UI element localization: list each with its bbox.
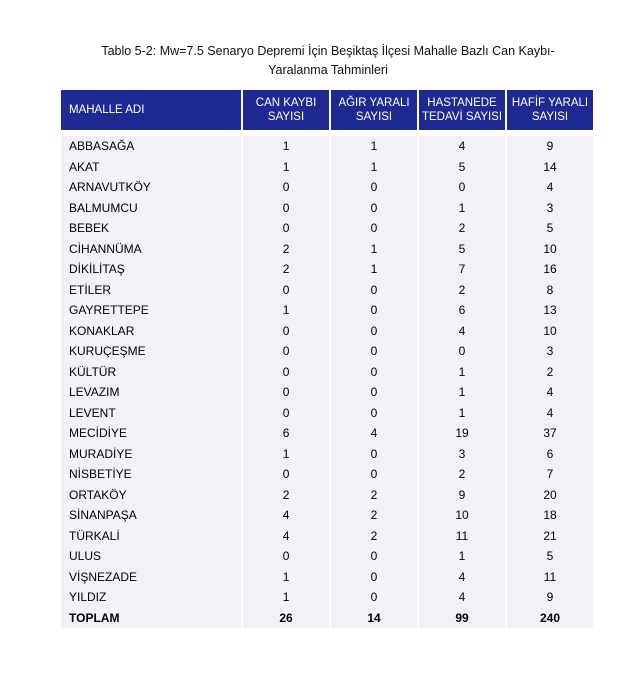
cell-hospital: 7 bbox=[419, 259, 505, 280]
header-hospital-treatment: HASTANEDE TEDAVİ SAYISI bbox=[419, 90, 505, 130]
cell-hospital: 4 bbox=[419, 587, 505, 608]
cell-name: ABBASAĞA bbox=[61, 136, 241, 157]
cell-severe: 1 bbox=[331, 239, 417, 260]
cell-hospital: 19 bbox=[419, 423, 505, 444]
cell-name: TÜRKALİ bbox=[61, 526, 241, 547]
cell-light: 2 bbox=[507, 362, 593, 383]
cell-severe: 0 bbox=[331, 567, 417, 588]
cell-hospital: 2 bbox=[419, 464, 505, 485]
cell-light: 7 bbox=[507, 464, 593, 485]
cell-severe: 0 bbox=[331, 444, 417, 465]
cell-death: 4 bbox=[243, 505, 329, 526]
cell-severe: 1 bbox=[331, 157, 417, 178]
cell-name: ETİLER bbox=[61, 280, 241, 301]
cell-light: 6 bbox=[507, 444, 593, 465]
cell-light: 10 bbox=[507, 239, 593, 260]
cell-name: BALMUMCU bbox=[61, 198, 241, 219]
cell-death: 6 bbox=[243, 423, 329, 444]
cell-light: 4 bbox=[507, 177, 593, 198]
header-death-count: CAN KAYBI SAYISI bbox=[243, 90, 329, 130]
cell-name: KURUÇEŞME bbox=[61, 341, 241, 362]
cell-name: SİNANPAŞA bbox=[61, 505, 241, 526]
cell-death: 2 bbox=[243, 259, 329, 280]
cell-light: 10 bbox=[507, 321, 593, 342]
cell-name: TOPLAM bbox=[61, 608, 241, 629]
cell-death: 1 bbox=[243, 567, 329, 588]
cell-severe: 0 bbox=[331, 321, 417, 342]
cell-name: ORTAKÖY bbox=[61, 485, 241, 506]
cell-hospital: 1 bbox=[419, 198, 505, 219]
table-row bbox=[61, 587, 593, 608]
cell-severe: 4 bbox=[331, 423, 417, 444]
header-severe-injured: AĞIR YARALI SAYISI bbox=[331, 90, 417, 130]
table-row bbox=[61, 526, 593, 547]
caption-line-1: Tablo 5-2: Mw=7.5 Senaryo Depremi İçin Beşiktaş İlçesi Mahalle Bazlı Can Kaybı- bbox=[101, 44, 555, 58]
cell-death: 0 bbox=[243, 546, 329, 567]
cell-name: ARNAVUTKÖY bbox=[61, 177, 241, 198]
cell-light: 21 bbox=[507, 526, 593, 547]
cell-severe: 0 bbox=[331, 198, 417, 219]
table-row bbox=[61, 157, 593, 178]
cell-name: AKAT bbox=[61, 157, 241, 178]
cell-light: 3 bbox=[507, 341, 593, 362]
table-row bbox=[61, 423, 593, 444]
cell-death: 4 bbox=[243, 526, 329, 547]
cell-name: YILDIZ bbox=[61, 587, 241, 608]
cell-death: 0 bbox=[243, 280, 329, 301]
cell-name: LEVAZIM bbox=[61, 382, 241, 403]
table-row bbox=[61, 341, 593, 362]
cell-hospital: 4 bbox=[419, 321, 505, 342]
cell-name: KÜLTÜR bbox=[61, 362, 241, 383]
cell-severe: 0 bbox=[331, 362, 417, 383]
cell-light: 3 bbox=[507, 198, 593, 219]
cell-severe: 14 bbox=[331, 608, 417, 629]
cell-light: 14 bbox=[507, 157, 593, 178]
cell-name: BEBEK bbox=[61, 218, 241, 239]
table-row bbox=[61, 259, 593, 280]
table-row bbox=[61, 567, 593, 588]
cell-severe: 0 bbox=[331, 464, 417, 485]
table-row bbox=[61, 239, 593, 260]
cell-hospital: 2 bbox=[419, 280, 505, 301]
cell-light: 16 bbox=[507, 259, 593, 280]
cell-hospital: 1 bbox=[419, 403, 505, 424]
table-row bbox=[61, 300, 593, 321]
cell-severe: 1 bbox=[331, 259, 417, 280]
cell-hospital: 5 bbox=[419, 157, 505, 178]
cell-light: 4 bbox=[507, 382, 593, 403]
cell-name: MECİDİYE bbox=[61, 423, 241, 444]
table-caption bbox=[60, 42, 596, 80]
cell-severe: 0 bbox=[331, 587, 417, 608]
cell-light: 240 bbox=[507, 608, 593, 629]
cell-death: 1 bbox=[243, 157, 329, 178]
table-row bbox=[61, 136, 593, 157]
cell-light: 5 bbox=[507, 546, 593, 567]
cell-light: 11 bbox=[507, 567, 593, 588]
cell-hospital: 1 bbox=[419, 362, 505, 383]
cell-death: 2 bbox=[243, 485, 329, 506]
table-row bbox=[61, 546, 593, 567]
cell-hospital: 4 bbox=[419, 136, 505, 157]
cell-death: 1 bbox=[243, 300, 329, 321]
cell-severe: 0 bbox=[331, 280, 417, 301]
cell-name: LEVENT bbox=[61, 403, 241, 424]
cell-hospital: 9 bbox=[419, 485, 505, 506]
cell-death: 0 bbox=[243, 464, 329, 485]
cell-hospital: 11 bbox=[419, 526, 505, 547]
table-row bbox=[61, 362, 593, 383]
cell-severe: 2 bbox=[331, 505, 417, 526]
table-row bbox=[61, 403, 593, 424]
cell-hospital: 1 bbox=[419, 546, 505, 567]
cell-name: CİHANNÜMA bbox=[61, 239, 241, 260]
table-row bbox=[61, 505, 593, 526]
table-row bbox=[61, 280, 593, 301]
table-header-row bbox=[61, 90, 593, 130]
cell-light: 5 bbox=[507, 218, 593, 239]
cell-severe: 0 bbox=[331, 218, 417, 239]
cell-hospital: 3 bbox=[419, 444, 505, 465]
cell-severe: 0 bbox=[331, 300, 417, 321]
cell-hospital: 0 bbox=[419, 177, 505, 198]
casualty-table bbox=[59, 90, 595, 628]
cell-severe: 0 bbox=[331, 177, 417, 198]
caption-line-2: Yaralanma Tahminleri bbox=[268, 63, 388, 77]
cell-death: 0 bbox=[243, 341, 329, 362]
cell-light: 9 bbox=[507, 136, 593, 157]
cell-name: ULUS bbox=[61, 546, 241, 567]
table-row bbox=[61, 464, 593, 485]
cell-name: DİKİLİTAŞ bbox=[61, 259, 241, 280]
cell-death: 1 bbox=[243, 444, 329, 465]
cell-death: 0 bbox=[243, 382, 329, 403]
cell-severe: 2 bbox=[331, 485, 417, 506]
cell-severe: 0 bbox=[331, 341, 417, 362]
cell-hospital: 10 bbox=[419, 505, 505, 526]
cell-severe: 2 bbox=[331, 526, 417, 547]
cell-death: 26 bbox=[243, 608, 329, 629]
cell-death: 0 bbox=[243, 218, 329, 239]
table-row bbox=[61, 218, 593, 239]
table-row bbox=[61, 198, 593, 219]
cell-severe: 1 bbox=[331, 136, 417, 157]
cell-name: KONAKLAR bbox=[61, 321, 241, 342]
header-neighborhood: MAHALLE ADI bbox=[61, 90, 241, 130]
cell-name: GAYRETTEPE bbox=[61, 300, 241, 321]
cell-light: 37 bbox=[507, 423, 593, 444]
cell-death: 0 bbox=[243, 403, 329, 424]
cell-death: 1 bbox=[243, 136, 329, 157]
cell-light: 4 bbox=[507, 403, 593, 424]
cell-light: 13 bbox=[507, 300, 593, 321]
cell-light: 20 bbox=[507, 485, 593, 506]
table-row bbox=[61, 382, 593, 403]
cell-severe: 0 bbox=[331, 403, 417, 424]
table-row bbox=[61, 444, 593, 465]
cell-death: 0 bbox=[243, 177, 329, 198]
table-total-row bbox=[61, 608, 593, 629]
cell-hospital: 2 bbox=[419, 218, 505, 239]
cell-name: NİSBETİYE bbox=[61, 464, 241, 485]
cell-hospital: 0 bbox=[419, 341, 505, 362]
cell-hospital: 99 bbox=[419, 608, 505, 629]
cell-light: 9 bbox=[507, 587, 593, 608]
cell-death: 0 bbox=[243, 198, 329, 219]
cell-severe: 0 bbox=[331, 382, 417, 403]
cell-death: 0 bbox=[243, 321, 329, 342]
cell-death: 2 bbox=[243, 239, 329, 260]
cell-hospital: 1 bbox=[419, 382, 505, 403]
cell-name: MURADİYE bbox=[61, 444, 241, 465]
table-row bbox=[61, 321, 593, 342]
cell-death: 1 bbox=[243, 587, 329, 608]
cell-hospital: 6 bbox=[419, 300, 505, 321]
cell-name: VİŞNEZADE bbox=[61, 567, 241, 588]
cell-death: 0 bbox=[243, 362, 329, 383]
cell-light: 18 bbox=[507, 505, 593, 526]
header-light-injured: HAFİF YARALI SAYISI bbox=[507, 90, 593, 130]
cell-hospital: 4 bbox=[419, 567, 505, 588]
cell-hospital: 5 bbox=[419, 239, 505, 260]
table-row bbox=[61, 485, 593, 506]
cell-severe: 0 bbox=[331, 546, 417, 567]
table-row bbox=[61, 177, 593, 198]
cell-light: 8 bbox=[507, 280, 593, 301]
table-body bbox=[61, 136, 593, 628]
